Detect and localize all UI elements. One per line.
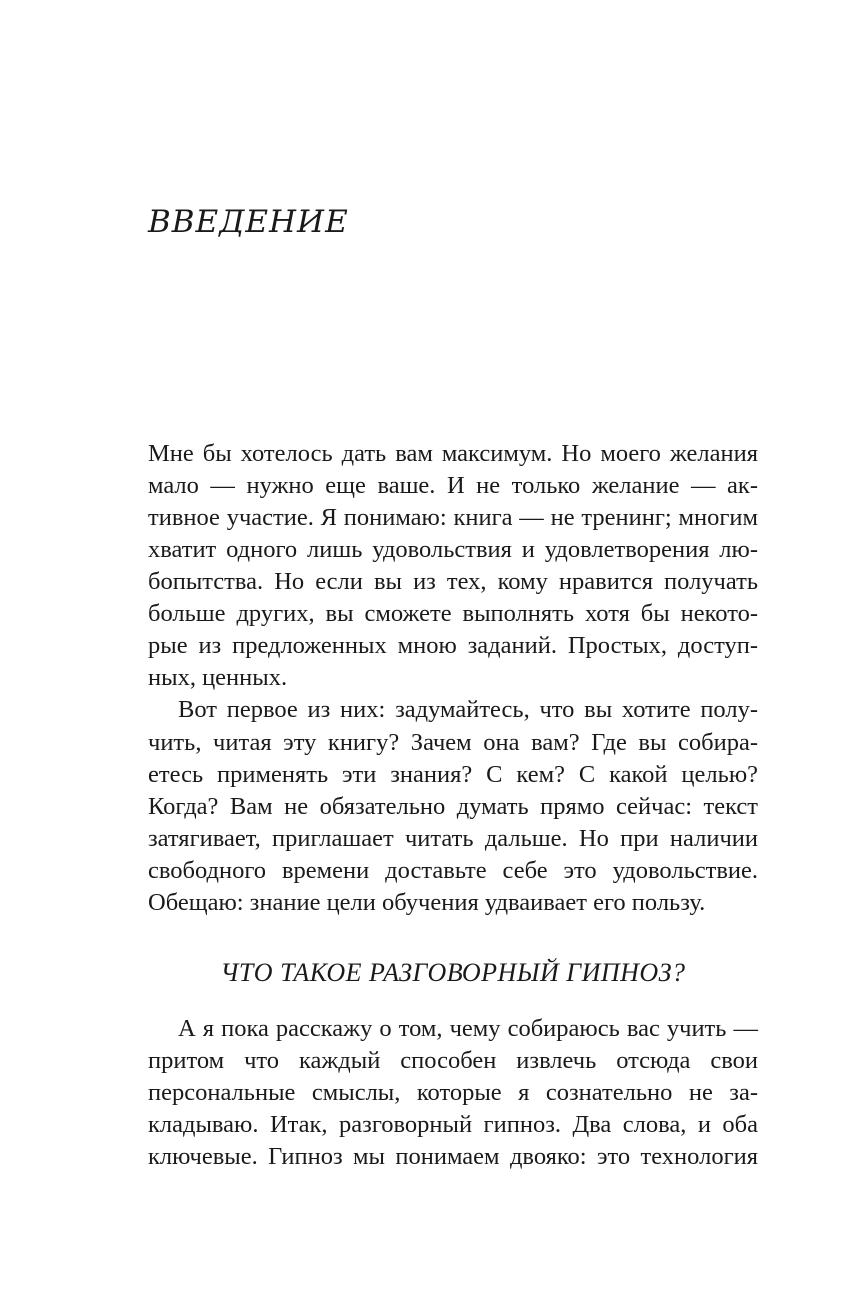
paragraph-line: ключевые. Гипноз мы понимаем двояко: это технология (148, 1143, 758, 1170)
paragraph-line: А я пока расскажу о том, чему собираюсь вас учить — (178, 1015, 758, 1042)
paragraph-line: больше других, вы сможете выполнять хотя бы некото- (148, 600, 758, 627)
chapter-title: ВВЕДЕНИЕ (148, 204, 349, 240)
paragraph-line: хватит одного лишь удовольствия и удовлетворения лю- (148, 536, 758, 563)
section-title: ЧТО ТАКОЕ РАЗГОВОРНЫЙ ГИПНОЗ? (220, 958, 686, 987)
paragraph-line: ных, ценных. (148, 664, 288, 691)
paragraph-line: тивное участие. Я понимаю: книга — не тренинг; многим (148, 504, 758, 531)
paragraph-line: рые из предложенных мною заданий. Простых, доступ- (148, 632, 758, 659)
paragraph-line: мало — нужно еще ваше. И не только желание — ак- (148, 472, 758, 499)
paragraph-line: притом что каждый способен извлечь отсюда свои (148, 1047, 758, 1074)
paragraph-line: Когда? Вам не обязательно думать прямо сейчас: текст (148, 793, 758, 820)
paragraph-line: персональные смыслы, которые я сознательно не за- (148, 1079, 758, 1106)
paragraph-line: етесь применять эти знания? С кем? С какой целью? (148, 761, 758, 788)
paragraph-line: свободного времени доставьте себе это удовольствие. (148, 857, 758, 884)
paragraph-line: Вот первое из них: задумайтесь, что вы хотите полу- (178, 696, 758, 723)
paragraph-line: Мне бы хотелось дать вам максимум. Но моего желания (148, 440, 758, 467)
paragraph-line: затягивает, приглашает читать дальше. Но при наличии (148, 825, 758, 852)
paragraph-line: Обещаю: знание цели обучения удваивает его пользу. (148, 889, 706, 916)
paragraph-line: бопытства. Но если вы из тех, кому нравится получать (148, 568, 758, 595)
paragraph-line: чить, читая эту книгу? Зачем она вам? Где вы собира- (148, 729, 758, 756)
paragraph-line: кладываю. Итак, разговорный гипноз. Два слова, и оба (148, 1111, 758, 1138)
